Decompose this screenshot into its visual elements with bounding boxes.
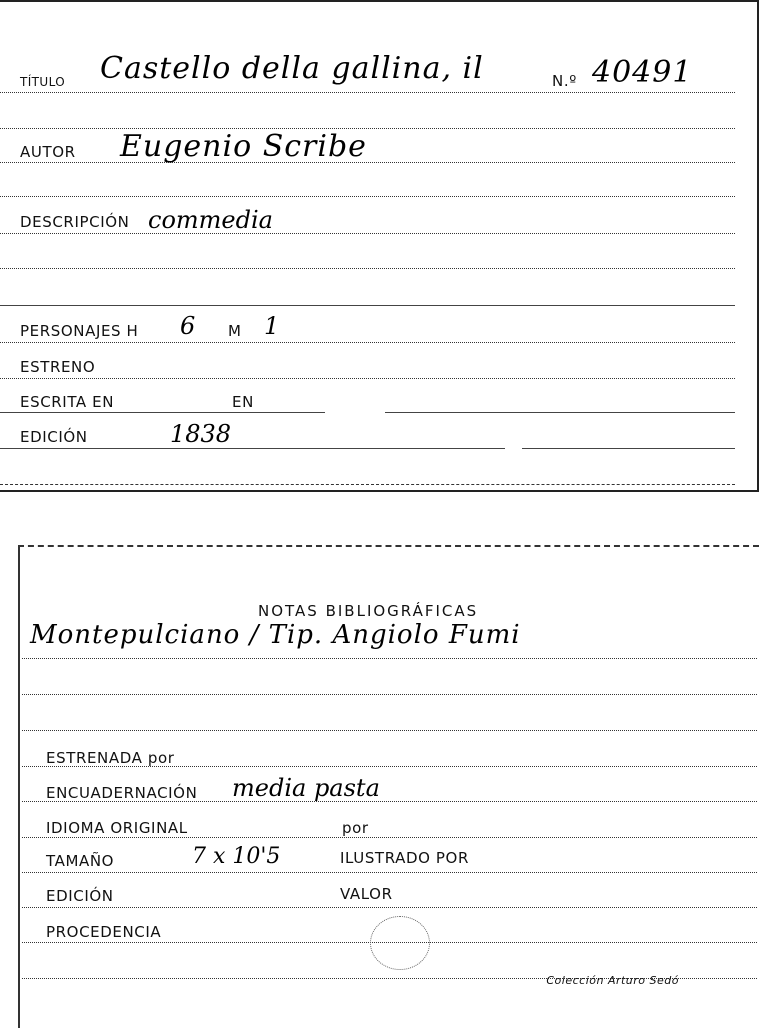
personajes-m-label: M <box>228 322 242 340</box>
descripcion-label: DESCRIPCIÓN <box>20 213 130 231</box>
estrenada-label: ESTRENADA por <box>46 749 175 767</box>
notas-heading: NOTAS BIBLIOGRÁFICAS <box>258 602 479 620</box>
encuadernacion-label: ENCUADERNACIÓN <box>46 784 198 802</box>
edicion-line-left <box>0 448 505 449</box>
notas-line-3 <box>22 730 757 731</box>
idioma-label: IDIOMA ORIGINAL <box>46 819 188 837</box>
descripcion-value: commedia <box>148 206 273 234</box>
numero-value: 40491 <box>592 55 693 90</box>
encuadernacion-value: media pasta <box>232 774 380 802</box>
descripcion-line <box>0 233 735 234</box>
escrita-line-right <box>385 412 735 413</box>
ilustrado-label: ILUSTRADO POR <box>340 849 469 867</box>
autor-value: Eugenio Scribe <box>120 129 367 164</box>
estreno-label: ESTRENO <box>20 358 96 376</box>
titulo-line <box>0 92 735 93</box>
escrita-label: ESCRITA EN <box>20 393 115 411</box>
personajes-m-value: 1 <box>264 312 280 340</box>
catalog-card-front <box>0 0 759 492</box>
procedencia-label: PROCEDENCIA <box>46 923 162 941</box>
autor-label: AUTOR <box>20 143 76 161</box>
descripcion-line-2 <box>0 268 735 269</box>
numero-label: N.º <box>552 72 577 90</box>
tamano-line <box>22 872 757 873</box>
bottom-line <box>0 484 735 485</box>
stamp-smudge <box>370 916 430 970</box>
edicion-value: 1838 <box>170 420 232 448</box>
edicion-line-right <box>522 448 735 449</box>
title-continuation-line <box>0 128 735 129</box>
idioma-line <box>22 837 757 838</box>
notas-value: Montepulciano / Tip. Angiolo Fumi <box>30 620 521 650</box>
descripcion-line-3 <box>0 305 735 306</box>
notas-line-1 <box>22 658 757 659</box>
edicion-back-line <box>22 907 757 908</box>
en-label: EN <box>232 393 254 411</box>
tamano-label: TAMAÑO <box>46 852 115 870</box>
tamano-value: 7 x 10'5 <box>192 844 281 869</box>
por-label: por <box>342 819 369 837</box>
edicion-label: EDICIÓN <box>20 428 88 446</box>
autor-line <box>0 162 735 163</box>
notas-line-2 <box>22 694 757 695</box>
edicion-back-label: EDICIÓN <box>46 887 114 905</box>
personajes-h-value: 6 <box>180 312 196 340</box>
escrita-line-left <box>0 412 325 413</box>
estreno-line <box>0 378 735 379</box>
collection-credit: Colección Arturo Sedó <box>546 974 679 987</box>
titulo-value: Castello della gallina, il <box>100 51 484 86</box>
personajes-line <box>0 342 735 343</box>
titulo-label: TÍTULO <box>20 75 66 89</box>
personajes-label: PERSONAJES H <box>20 322 139 340</box>
autor-continuation-line <box>0 196 735 197</box>
valor-label: VALOR <box>340 885 393 903</box>
